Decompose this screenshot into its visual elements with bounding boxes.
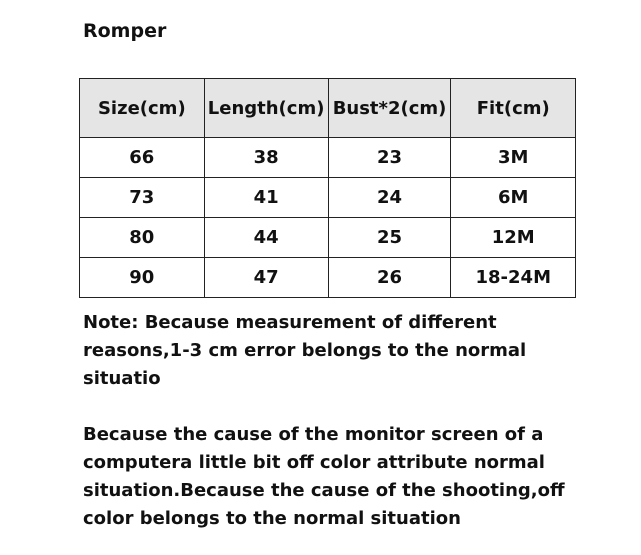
cell-fit: 6M <box>451 178 576 218</box>
header-fit: Fit(cm) <box>451 79 576 138</box>
measurement-error-note: Note: Because measurement of different reasons,1-3 cm error belongs to the normal situatio <box>83 312 527 389</box>
header-size: Size(cm) <box>80 79 205 138</box>
color-difference-note: Because the cause of the monitor screen of a computera little bit off color attribute normal situation.Because the cause of the shooting,off color belongs to the normal situation <box>83 424 565 529</box>
table-row <box>80 138 576 178</box>
cell-size: 80 <box>80 218 205 258</box>
cell-fit: 3M <box>451 138 576 178</box>
cell-fit: 12M <box>451 218 576 258</box>
table-row <box>80 258 576 298</box>
cell-length: 38 <box>204 138 328 178</box>
cell-bust: 26 <box>328 258 451 298</box>
page-title: Romper <box>83 20 167 42</box>
table-row <box>80 178 576 218</box>
cell-length: 47 <box>204 258 328 298</box>
cell-bust: 23 <box>328 138 451 178</box>
size-chart-table <box>79 78 576 298</box>
cell-fit: 18-24M <box>451 258 576 298</box>
table-header-row <box>80 79 576 138</box>
cell-size: 90 <box>80 258 205 298</box>
cell-size: 73 <box>80 178 205 218</box>
header-length: Length(cm) <box>204 79 328 138</box>
cell-length: 41 <box>204 178 328 218</box>
table-row <box>80 218 576 258</box>
cell-bust: 24 <box>328 178 451 218</box>
cell-length: 44 <box>204 218 328 258</box>
cell-bust: 25 <box>328 218 451 258</box>
header-bust: Bust*2(cm) <box>328 79 451 138</box>
cell-size: 66 <box>80 138 205 178</box>
